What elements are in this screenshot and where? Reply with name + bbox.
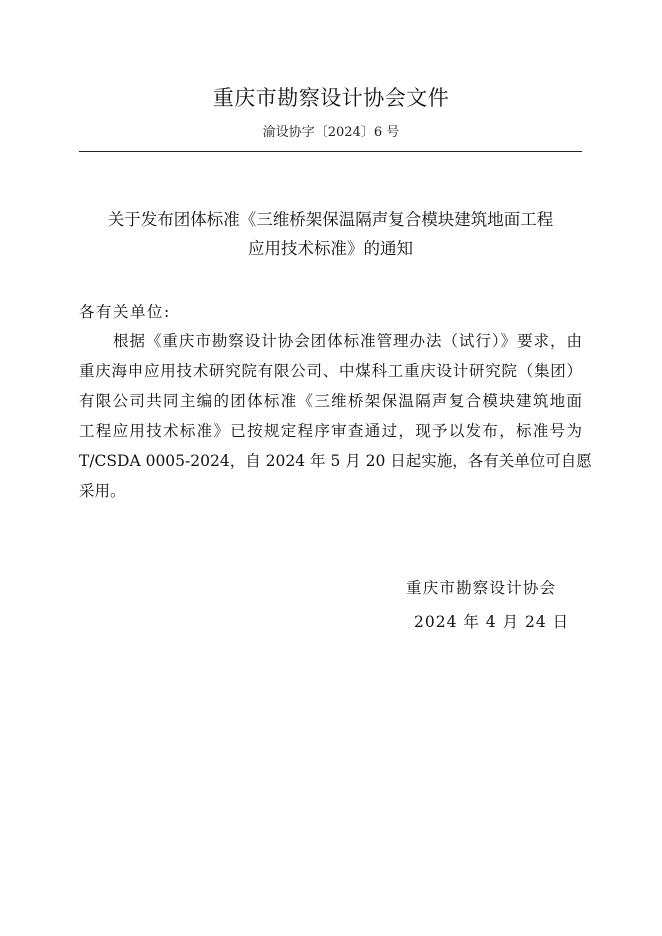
notice-title-line: 关于发布团体标准《三维桥架保温隔声复合模块建筑地面工程 <box>107 210 554 229</box>
body-line: 重庆海申应用技术研究院有限公司、中煤科工重庆设计研究院（集团） <box>79 362 582 380</box>
header-divider <box>79 151 582 152</box>
document-number: 渝设协字〔2024〕6 号 <box>262 125 400 140</box>
notice-title-line: 应用技术标准》的通知 <box>248 239 413 258</box>
body-line: 采用。 <box>79 482 126 500</box>
salutation: 各有关单位: <box>79 303 171 321</box>
body-line: 工程应用技术标准》已按规定程序审查通过，现予以发布，标准号为 <box>79 422 582 440</box>
signature-date: 2024 年 4 月 24 日 <box>414 613 570 631</box>
notice-title <box>79 205 582 263</box>
body-line: T/CSDA 0005-2024，自 2024 年 5 月 20 日起实施，各有关单位可自愿 <box>79 452 592 470</box>
body-line: 有限公司共同主编的团体标准《三维桥架保温隔声复合模块建筑地面 <box>79 392 582 410</box>
body-paragraph <box>79 326 592 506</box>
org-title: 重庆市勘察设计协会文件 <box>212 86 450 110</box>
signature-org: 重庆市勘察设计协会 <box>406 579 557 597</box>
body-line: 根据《重庆市勘察设计协会团体标准管理办法（试行）》要求，由 <box>113 332 582 350</box>
